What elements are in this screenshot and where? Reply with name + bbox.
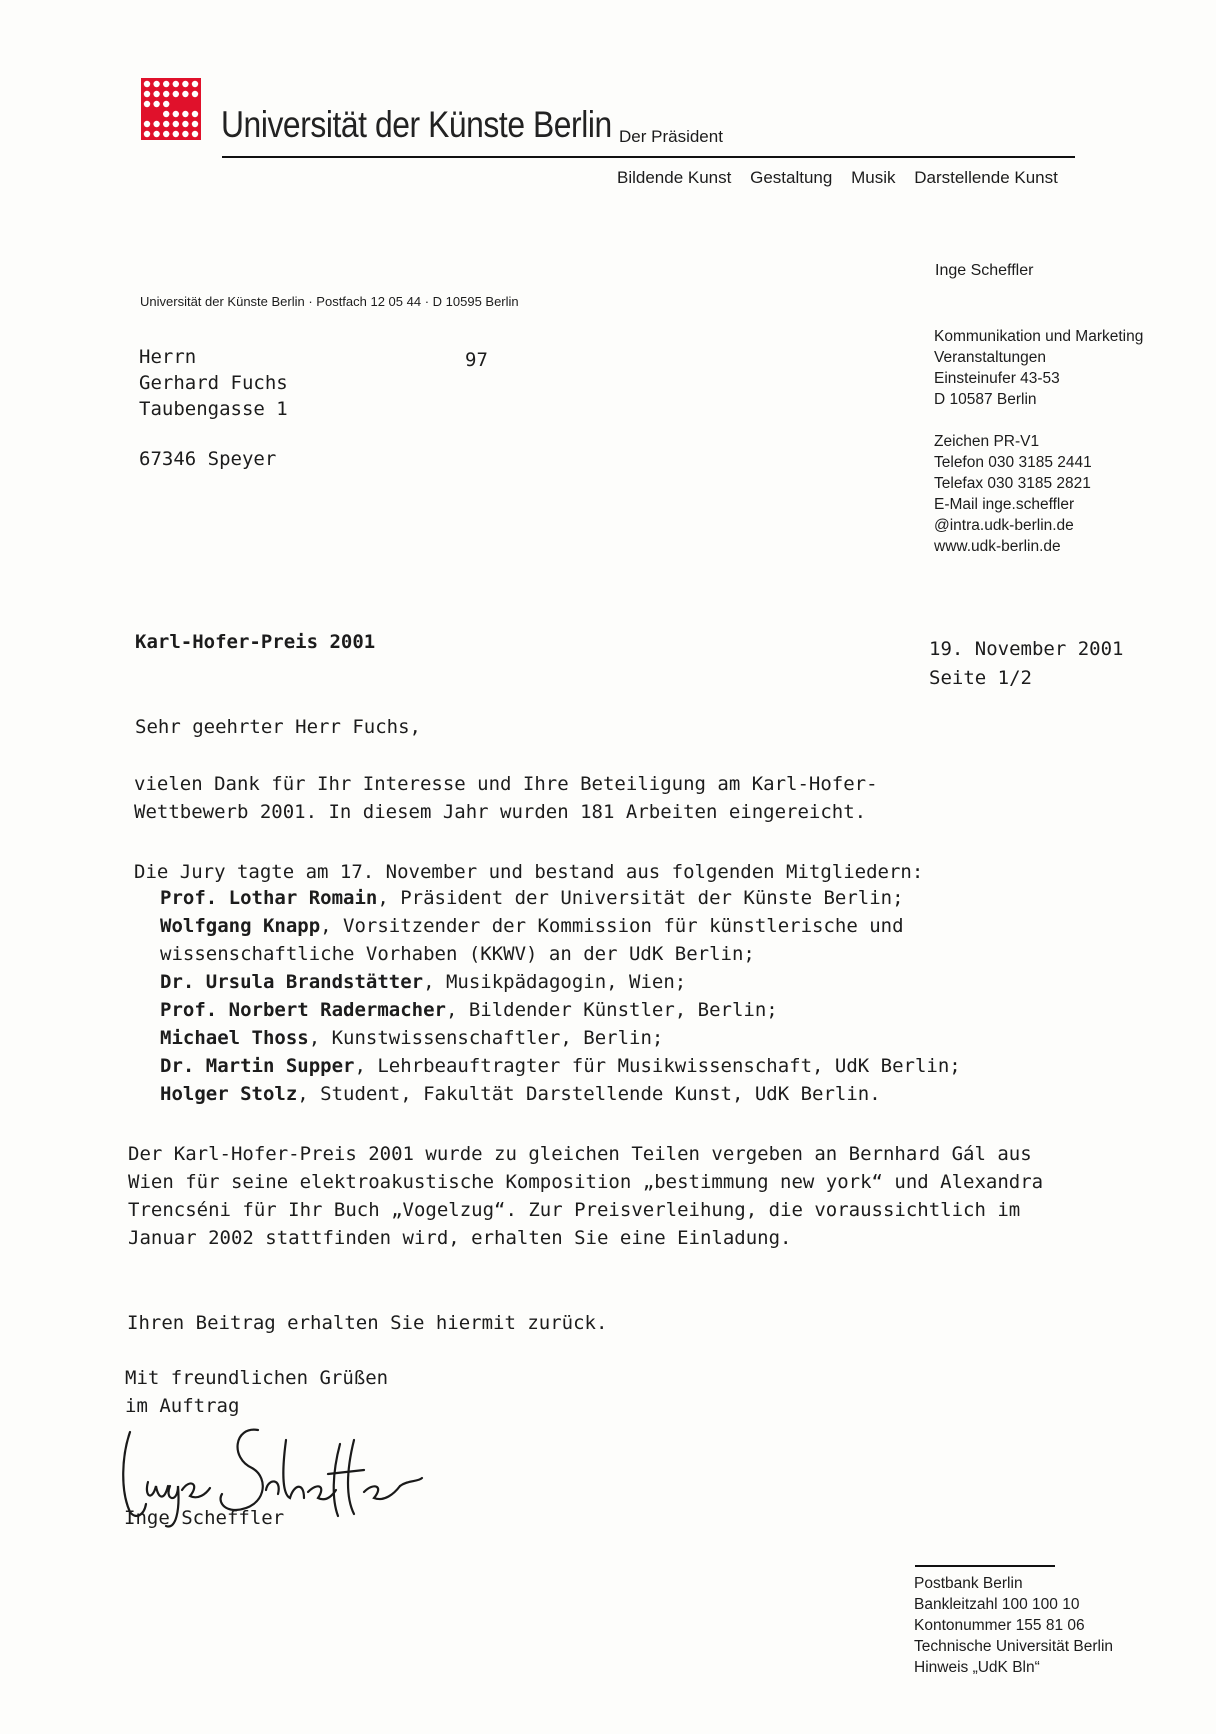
sender-department-line: Veranstaltungen bbox=[934, 349, 1047, 366]
logo-dot bbox=[144, 121, 150, 127]
logo-dot bbox=[153, 121, 159, 127]
jury-list bbox=[160, 884, 1050, 1108]
logo-dot bbox=[163, 91, 169, 97]
logo-dot bbox=[144, 131, 150, 137]
contact-line: @intra.udk-berlin.de bbox=[934, 517, 1074, 534]
bank-line: Kontonummer 155 81 06 bbox=[914, 1617, 1085, 1634]
contact-line: Telefax 030 3185 2821 bbox=[934, 475, 1091, 492]
header-rule bbox=[222, 156, 1075, 158]
letter-subject: Karl-Hofer-Preis 2001 bbox=[135, 631, 376, 653]
logo-dot bbox=[163, 121, 169, 127]
bank-line: Technische Universität Berlin bbox=[914, 1638, 1114, 1655]
logo-dot bbox=[182, 91, 188, 97]
logo-dot bbox=[173, 131, 179, 137]
department-item: Musik bbox=[851, 168, 896, 187]
logo-dot bbox=[182, 121, 188, 127]
jury-member bbox=[160, 996, 1050, 1024]
logo-dot bbox=[192, 111, 198, 117]
jury-member-name: Dr. Martin Supper bbox=[160, 1055, 355, 1077]
logo-dot bbox=[182, 81, 188, 87]
bank-line: Hinweis „UdK Bln“ bbox=[914, 1659, 1040, 1676]
logo-dot bbox=[192, 91, 198, 97]
jury-member bbox=[160, 1024, 1050, 1052]
logo-dot bbox=[192, 121, 198, 127]
office-title: Der Präsident bbox=[619, 127, 723, 146]
sender-department-block bbox=[934, 326, 1143, 410]
jury-intro: Die Jury tagte am 17. November und bestand aus folgenden Mitgliedern: bbox=[134, 861, 924, 883]
university-name: Universität der Künste Berlin bbox=[221, 104, 612, 145]
logo-dot bbox=[182, 131, 188, 137]
contact-line: Zeichen PR-V1 bbox=[934, 433, 1040, 450]
sender-contact-block bbox=[934, 431, 1092, 557]
bank-line: Postbank Berlin bbox=[914, 1575, 1023, 1592]
logo-dot bbox=[153, 91, 159, 97]
jury-member bbox=[160, 912, 1050, 968]
sender-name: Inge Scheffler bbox=[935, 262, 1034, 279]
jury-member-role: , Student, Fakultät Darstellende Kunst, UdK Berlin. bbox=[297, 1083, 881, 1105]
jury-member-name: Holger Stolz bbox=[160, 1083, 298, 1105]
contact-line: Telefon 030 3185 2441 bbox=[934, 454, 1092, 471]
recipient-city: 67346 Speyer bbox=[139, 448, 277, 470]
intro-paragraph: vielen Dank für Ihr Interesse und Ihre Beteiligung am Karl-Hofer-Wettbewerb 2001. In diesem Jahr wurden 181 Arbeiten eingereicht. bbox=[134, 773, 878, 823]
logo-dot bbox=[192, 131, 198, 137]
logo-dot bbox=[144, 91, 150, 97]
recipient-address bbox=[139, 344, 288, 422]
logo-dot bbox=[163, 81, 169, 87]
jury-member-name: Prof. Lothar Romain bbox=[160, 887, 378, 909]
logo-dot bbox=[163, 111, 169, 117]
bank-details bbox=[914, 1573, 1113, 1678]
logo-dot bbox=[192, 81, 198, 87]
jury-member-role: , Präsident der Universität der Künste Berlin; bbox=[377, 887, 904, 909]
jury-member-name: Wolfgang Knapp bbox=[160, 915, 321, 937]
jury-member-name: Prof. Norbert Radermacher bbox=[160, 999, 446, 1021]
closing-capacity: im Auftrag bbox=[125, 1395, 240, 1417]
jury-member-role: , Bildender Künstler, Berlin; bbox=[445, 999, 778, 1021]
logo-dot bbox=[144, 101, 150, 107]
logo-dot bbox=[153, 101, 159, 107]
department-item: Darstellende Kunst bbox=[914, 168, 1058, 187]
logo-dot bbox=[173, 81, 179, 87]
recipient-line: Gerhard Fuchs bbox=[139, 372, 288, 394]
recipient-line: Taubengasse 1 bbox=[139, 398, 288, 420]
jury-member-role: , Vorsitzender der Kommission für künstlerische und wissenschaftliche Vorhaben (KKWV) an der UdK Berlin; bbox=[160, 915, 904, 965]
jury-member-name: Dr. Ursula Brandstätter bbox=[160, 971, 424, 993]
sender-department-line: D 10587 Berlin bbox=[934, 391, 1037, 408]
jury-member-role: , Musikpädagogin, Wien; bbox=[423, 971, 687, 993]
department-item: Bildende Kunst bbox=[617, 168, 732, 187]
logo-dot bbox=[173, 91, 179, 97]
jury-member bbox=[160, 1052, 1050, 1080]
recipient-line: Herrn bbox=[139, 346, 197, 368]
sender-department-line: Kommunikation und Marketing bbox=[934, 328, 1144, 345]
contact-line: E-Mail inge.scheffler bbox=[934, 496, 1075, 513]
bank-line: Bankleitzahl 100 100 10 bbox=[914, 1596, 1080, 1613]
department-list bbox=[617, 168, 1072, 188]
logo-dot bbox=[153, 81, 159, 87]
salutation: Sehr geehrter Herr Fuchs, bbox=[135, 716, 421, 738]
jury-member bbox=[160, 884, 1050, 912]
closing-greeting: Mit freundlichen Grüßen bbox=[125, 1367, 389, 1389]
signer-name: Inge Scheffler bbox=[124, 1507, 285, 1529]
jury-member-name: Michael Thoss bbox=[160, 1027, 309, 1049]
sender-department-line: Einsteinufer 43-53 bbox=[934, 370, 1060, 387]
page-number: Seite 1/2 bbox=[929, 667, 1032, 689]
logo-dot bbox=[144, 81, 150, 87]
logo-dot bbox=[153, 131, 159, 137]
logo-dot bbox=[163, 101, 169, 107]
logo-dot bbox=[173, 111, 179, 117]
result-paragraph: Der Karl-Hofer-Preis 2001 wurde zu gleichen Teilen vergeben an Bernhard Gál aus Wien für seine elektroakustische Komposition „bestimmung new york“ und Alexandra Trencséni für Ihr Buch „Vogelzug“. Zur Preisverleihung, die voraussichtlich im Januar 2002 stattfinden wird, erhalten Sie eine Einladung. bbox=[128, 1143, 1044, 1249]
return-paragraph: Ihren Beitrag erhalten Sie hiermit zurück. bbox=[127, 1312, 608, 1334]
jury-member bbox=[160, 1080, 1050, 1108]
reference-number: 97 bbox=[465, 349, 488, 371]
closing-block bbox=[125, 1364, 1055, 1420]
jury-member bbox=[160, 968, 1050, 996]
department-item: Gestaltung bbox=[750, 168, 833, 187]
logo-dot bbox=[163, 131, 169, 137]
jury-member-role: , Kunstwissenschaftler, Berlin; bbox=[308, 1027, 664, 1049]
logo-dot bbox=[182, 111, 188, 117]
letter-date: 19. November 2001 bbox=[929, 638, 1124, 660]
bank-rule bbox=[915, 1565, 1055, 1567]
return-address: Universität der Künste Berlin · Postfach 12 05 44 · D 10595 Berlin bbox=[140, 294, 519, 309]
contact-line: www.udk-berlin.de bbox=[934, 538, 1061, 555]
logo-dot bbox=[173, 121, 179, 127]
udk-logo bbox=[141, 78, 201, 140]
jury-member-role: , Lehrbeauftragter für Musikwissenschaft, UdK Berlin; bbox=[354, 1055, 961, 1077]
